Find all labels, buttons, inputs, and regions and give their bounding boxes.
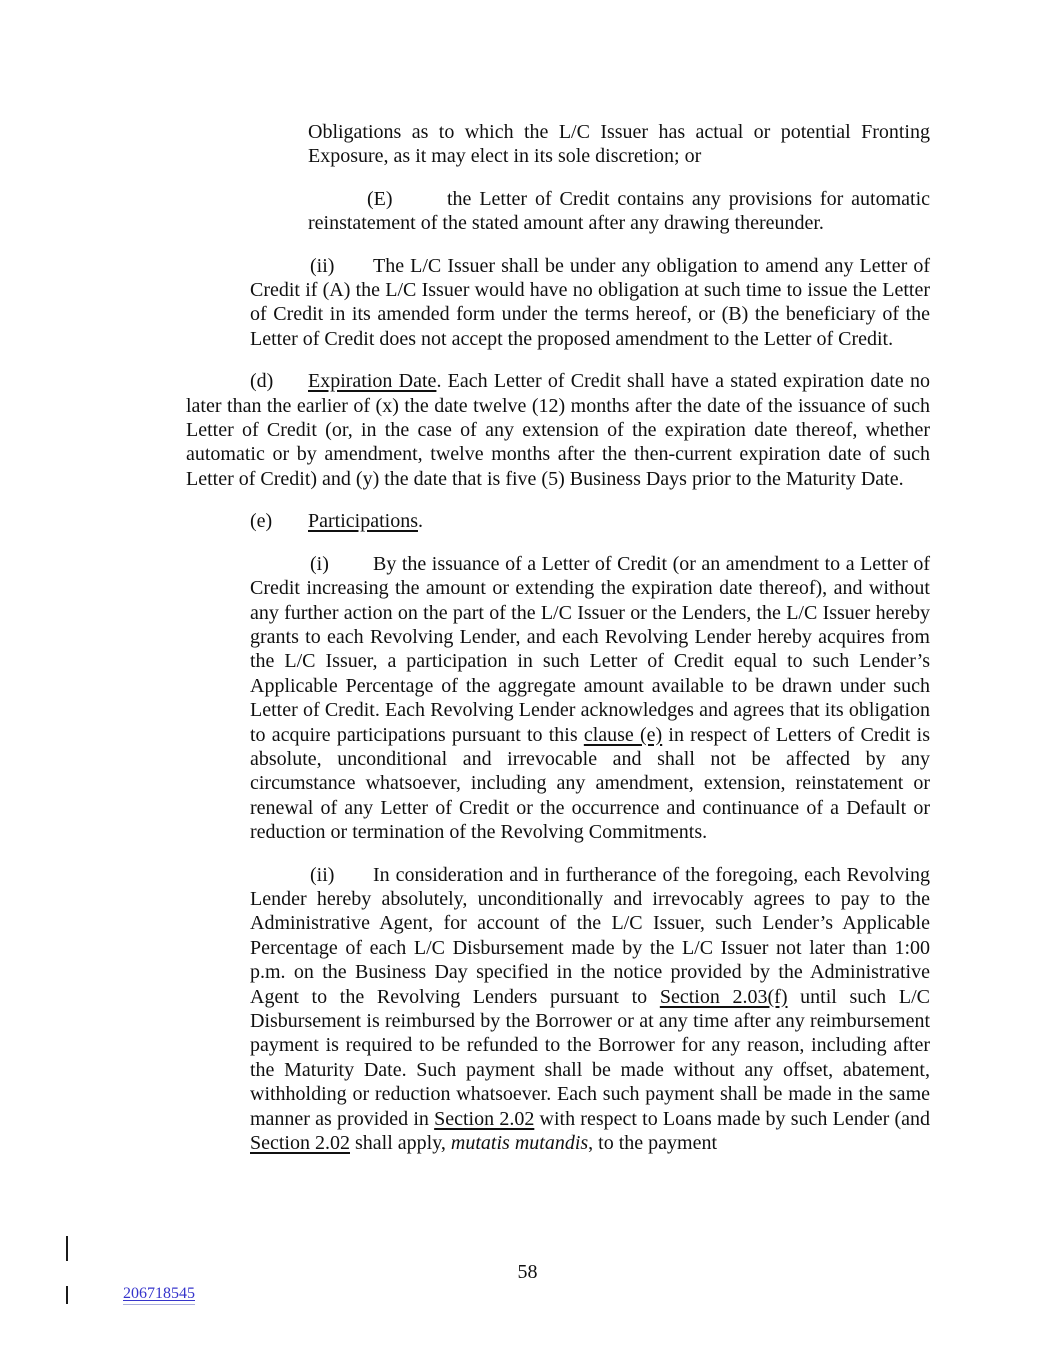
paragraph-item-e [186,509,930,533]
cross-reference-section-2-02: Section 2.02 [250,1132,350,1155]
paragraph-text: By the issuance of a Letter of Credit (or an amendment to a Letter of Credit increasing the amount or extending the expiration date thereof), and without any further action on the part of the L/C Issuer or the Lenders, the L/C Issuer hereby grants to each Revolving Lender, and each Revolving Lender hereby acquires from the L/C Issuer, a participation in such Letter of Credit equal to such Lender’s Applicable Percentage of the aggregate amount available to be drawn under such Letter of Credit. Each Revolving Lender acknowledges and agrees that its obligation to acquire participations pursuant to this [250,552,930,746]
cross-reference-section-2-03f: Section 2.03(f) [659,985,788,1008]
document-id-link[interactable]: 206718545 [123,1285,195,1305]
latin-phrase-italic: mutatis mutandis [450,1132,589,1155]
paragraph-text: , to the payment [588,1132,718,1155]
paragraph-continuation [308,120,930,169]
list-label: (ii) [310,254,335,277]
list-label: (ii) [310,863,335,886]
paragraph-text: . [417,510,423,533]
paragraph-text: In consideration and in furtherance of the foregoing, each Revolving Lender hereby absolutely, unconditionally and irrevocably agrees to pay to the Administrative Agent, for account of the L/C Issuer, such Lender’s Applicable Percentage of each L/C Disbursement made by the L/C Issuer not later than 1:00 p.m. on the Business Day specified in the notice provided by the Administrative Agent to the Revolving Lenders pursuant to [250,863,930,1008]
list-label-cell [186,369,308,393]
revision-change-bar [66,1236,68,1261]
section-heading-expiration-date: Expiration Date [308,370,437,393]
paragraph-item-e-ii [250,863,930,1156]
list-label-cell [308,187,447,211]
list-label-cell [250,552,373,576]
cross-reference-section-2-02: Section 2.02 [434,1107,535,1130]
paragraph-item-E [308,187,930,236]
list-label-cell [186,509,308,533]
paragraph-text: Obligations as to which the L/C Issuer has actual or potential Fronting Exposure, as it may elect in its sole discretion; or [308,121,930,168]
paragraph-text: the Letter of Credit contains any provisions for automatic reinstatement of the stated amount after any drawing thereunder. [308,187,930,235]
paragraph-item-e-i [250,552,930,845]
paragraph-item-d [186,369,930,491]
paragraph-text: . Each Letter of Credit shall have a stated expiration date no later than the earlier of (x) the date twelve (12) months after the date of the issuance of such Letter of Credit (or, in the case of any extension of the expiration date thereof, whether automatic or by amendment, twelve months after the then-current expiration date of such Letter of Credit) and (y) the date that is five (5) Business Days prior to the Maturity Date. [186,370,930,490]
paragraph-text: until such L/C Disbursement is reimbursed by the Borrower or at any time after any reimbursement payment is required to be refunded to the Borrower for any reason, including after the Maturity Date. Such payment shall be made without any offset, abatement, withholding or reduction whatsoever. Each such payment shall be made in the same manner as provided in [250,985,930,1130]
list-label-cell [250,254,373,278]
page-number: 58 [517,1261,538,1283]
list-label: (i) [310,552,329,575]
list-label: (e) [250,510,273,533]
list-label: (d) [250,370,274,393]
document-body [186,120,930,1155]
paragraph-text: shall apply, [350,1132,451,1155]
paragraph-text: The L/C Issuer shall be under any obligation to amend any Letter of Credit if (A) the L/C Issuer would have no obligation at such time to issue the Letter of Credit in its amended form under the terms hereof, or (B) the beneficiary of the Letter of Credit does not accept the proposed amendment to the Letter of Credit. [250,254,930,350]
section-heading-participations: Participations [308,510,418,533]
paragraph-text: with respect to Loans made by such Lender (and [534,1107,930,1130]
paragraph-text: in respect of Letters of Credit is absolute, unconditional and irrevocable and shall not be affected by any circumstance whatsoever, including any amendment, extension, reinstatement or renewal of any Letter of Credit or the occurrence and continuance of a Default or reduction or termination of the Revolving Commitments. [250,723,930,844]
cross-reference-clause-e: clause (e) [583,723,663,746]
list-label: (E) [367,187,393,210]
revision-change-bar [66,1286,68,1304]
list-label-cell [250,863,373,887]
paragraph-item-ii-amend [250,254,930,352]
